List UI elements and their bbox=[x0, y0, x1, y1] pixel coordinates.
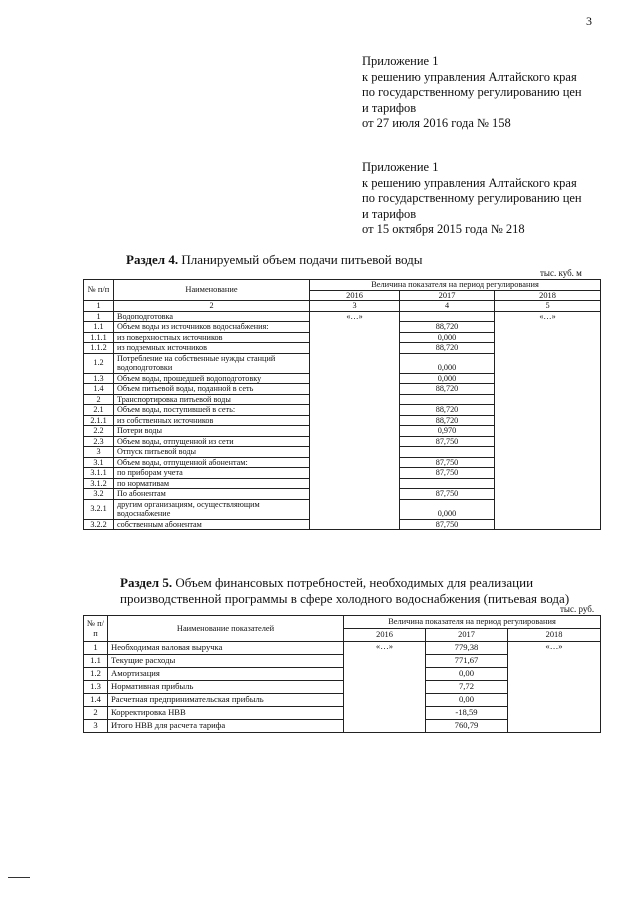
col-number: 1 bbox=[84, 301, 114, 312]
page-number: 3 bbox=[586, 14, 592, 28]
year-2017-value bbox=[400, 394, 495, 405]
section4-table bbox=[83, 279, 601, 530]
year-2017-value: 87,750 bbox=[400, 468, 495, 479]
row-name: Амортизация bbox=[108, 668, 344, 681]
row-number: 1 bbox=[84, 642, 108, 655]
row-name: другим организациям, осуществляющим водоснабжение bbox=[114, 499, 310, 519]
row-name: По абонентам bbox=[114, 489, 310, 500]
table-row bbox=[84, 311, 601, 322]
year-2017-value: 7,72 bbox=[426, 681, 508, 694]
row-name: Отпуск питьевой воды bbox=[114, 447, 310, 458]
row-name: собственным абонентам bbox=[114, 519, 310, 530]
appendix-line: от 27 июля 2016 года № 158 bbox=[362, 116, 511, 130]
year-2017-value: 88,720 bbox=[400, 343, 495, 354]
col-number: 2 bbox=[114, 301, 310, 312]
appendix-header-2 bbox=[362, 160, 582, 238]
page-mark bbox=[8, 877, 30, 878]
row-name: Корректировка НВВ bbox=[108, 707, 344, 720]
row-number: 1.4 bbox=[84, 384, 114, 395]
row-number: 2 bbox=[84, 394, 114, 405]
row-number: 1.2 bbox=[84, 353, 114, 373]
row-number: 3.1.2 bbox=[84, 478, 114, 489]
row-number: 1.2 bbox=[84, 668, 108, 681]
section5-title-rest: Объем финансовых потребностей, необходимых для реализации производственной программы в сфере холодного водоснабжения (питьевая вода) bbox=[120, 575, 570, 606]
year-2018-value: «…» bbox=[495, 311, 601, 530]
year-2017-value: 0,000 bbox=[400, 499, 495, 519]
row-number: 3.2.1 bbox=[84, 499, 114, 519]
hdr-year: 2017 bbox=[426, 629, 508, 642]
row-name: по приборам учета bbox=[114, 468, 310, 479]
hdr-name: Наименование bbox=[114, 280, 310, 301]
row-number: 1 bbox=[84, 311, 114, 322]
appendix-line: от 15 октября 2015 года № 218 bbox=[362, 222, 525, 236]
row-name: Транспортировка питьевой воды bbox=[114, 394, 310, 405]
year-2017-value: 0,00 bbox=[426, 694, 508, 707]
row-name: Нормативная прибыль bbox=[108, 681, 344, 694]
year-2017-value: 88,720 bbox=[400, 415, 495, 426]
year-2017-value: 779,38 bbox=[426, 642, 508, 655]
section5-units: тыс. руб. bbox=[560, 604, 595, 614]
row-number: 3 bbox=[84, 720, 108, 733]
hdr-year: 2018 bbox=[495, 290, 601, 301]
hdr-year: 2018 bbox=[508, 629, 601, 642]
year-2017-value: 760,79 bbox=[426, 720, 508, 733]
year-2017-value: -18,59 bbox=[426, 707, 508, 720]
section5-table bbox=[83, 615, 601, 733]
appendix-line: к решению управления Алтайского края bbox=[362, 175, 577, 190]
row-name: Объем воды, отпущенной из сети bbox=[114, 436, 310, 447]
row-number: 1.4 bbox=[84, 694, 108, 707]
row-name: из подземных источников bbox=[114, 343, 310, 354]
hdr-name: Наименование показателей bbox=[108, 616, 344, 642]
year-2017-value bbox=[400, 311, 495, 322]
row-name: Потребление на собственные нужды станций водоподготовки bbox=[114, 353, 310, 373]
row-number: 2.1 bbox=[84, 405, 114, 416]
row-name: Объем воды, поступившей в сеть: bbox=[114, 405, 310, 416]
row-number: 1.1 bbox=[84, 322, 114, 333]
hdr-period: Величина показателя на период регулирования bbox=[344, 616, 601, 629]
row-number: 3.2.2 bbox=[84, 519, 114, 530]
year-2017-value: 87,750 bbox=[400, 436, 495, 447]
row-name: Итого НВВ для расчета тарифа bbox=[108, 720, 344, 733]
appendix-line: по государственному регулированию цен bbox=[362, 191, 582, 205]
hdr-period: Величина показателя на период регулирования bbox=[310, 280, 601, 291]
year-2017-value: 0,00 bbox=[426, 668, 508, 681]
section4-title-rest: Планируемый объем подачи питьевой воды bbox=[178, 252, 423, 267]
row-number: 3.1 bbox=[84, 457, 114, 468]
appendix-line: Приложение 1 bbox=[362, 54, 439, 68]
hdr-year: 2017 bbox=[400, 290, 495, 301]
row-name: из поверхностных источников bbox=[114, 332, 310, 343]
hdr-year: 2016 bbox=[310, 290, 400, 301]
section5-title bbox=[120, 575, 600, 607]
row-name: Объем воды, отпущенной абонентам: bbox=[114, 457, 310, 468]
year-2017-value: 88,720 bbox=[400, 405, 495, 416]
row-name: Объем воды из источников водоснабжения: bbox=[114, 322, 310, 333]
col-number: 4 bbox=[400, 301, 495, 312]
row-name: Объем воды, прошедшей водоподготовку bbox=[114, 373, 310, 384]
row-number: 3.1.1 bbox=[84, 468, 114, 479]
row-number: 2.1.1 bbox=[84, 415, 114, 426]
row-number: 2.3 bbox=[84, 436, 114, 447]
year-2017-value: 87,750 bbox=[400, 519, 495, 530]
year-2017-value: 87,750 bbox=[400, 489, 495, 500]
row-number: 3 bbox=[84, 447, 114, 458]
year-2016-value: «…» bbox=[310, 311, 400, 530]
row-number: 1.1.2 bbox=[84, 343, 114, 354]
year-2017-value bbox=[400, 447, 495, 458]
row-number: 1.3 bbox=[84, 373, 114, 384]
row-name: Объем питьевой воды, поданной в сеть bbox=[114, 384, 310, 395]
row-name: Водоподготовка bbox=[114, 311, 310, 322]
row-name: Расчетная предпринимательская прибыль bbox=[108, 694, 344, 707]
hdr-year: 2016 bbox=[344, 629, 426, 642]
table-row bbox=[84, 642, 601, 655]
col-number: 3 bbox=[310, 301, 400, 312]
row-name: из собственных источников bbox=[114, 415, 310, 426]
appendix-line: и тарифов bbox=[362, 206, 417, 221]
row-name: Потери воды bbox=[114, 426, 310, 437]
appendix-line: к решению управления Алтайского края bbox=[362, 69, 577, 84]
section4-title-bold: Раздел 4. bbox=[126, 252, 179, 267]
appendix-line: и тарифов bbox=[362, 100, 417, 115]
hdr-num: № п/п bbox=[84, 280, 114, 301]
year-2017-value: 88,720 bbox=[400, 322, 495, 333]
year-2017-value: 0,970 bbox=[400, 426, 495, 437]
year-2018-value: «…» bbox=[508, 642, 601, 733]
year-2016-value: «…» bbox=[344, 642, 426, 733]
appendix-line: по государственному регулированию цен bbox=[362, 85, 582, 99]
appendix-line: Приложение 1 bbox=[362, 160, 439, 174]
year-2017-value bbox=[400, 478, 495, 489]
year-2017-value: 0,000 bbox=[400, 373, 495, 384]
section4-title bbox=[126, 252, 423, 268]
row-name: по нормативам bbox=[114, 478, 310, 489]
row-number: 1.1.1 bbox=[84, 332, 114, 343]
section5-title-bold: Раздел 5. bbox=[120, 575, 173, 590]
hdr-num: № п/п bbox=[84, 616, 108, 642]
year-2017-value: 87,750 bbox=[400, 457, 495, 468]
col-number: 5 bbox=[495, 301, 601, 312]
year-2017-value: 0,000 bbox=[400, 353, 495, 373]
row-name: Необходимая валовая выручка bbox=[108, 642, 344, 655]
row-number: 1.3 bbox=[84, 681, 108, 694]
row-name: Текущие расходы bbox=[108, 655, 344, 668]
year-2017-value: 0,000 bbox=[400, 332, 495, 343]
row-number: 3.2 bbox=[84, 489, 114, 500]
section4-units: тыс. куб. м bbox=[540, 268, 582, 278]
row-number: 1.1 bbox=[84, 655, 108, 668]
year-2017-value: 88,720 bbox=[400, 384, 495, 395]
row-number: 2.2 bbox=[84, 426, 114, 437]
row-number: 2 bbox=[84, 707, 108, 720]
appendix-header-1 bbox=[362, 54, 582, 132]
year-2017-value: 771,67 bbox=[426, 655, 508, 668]
